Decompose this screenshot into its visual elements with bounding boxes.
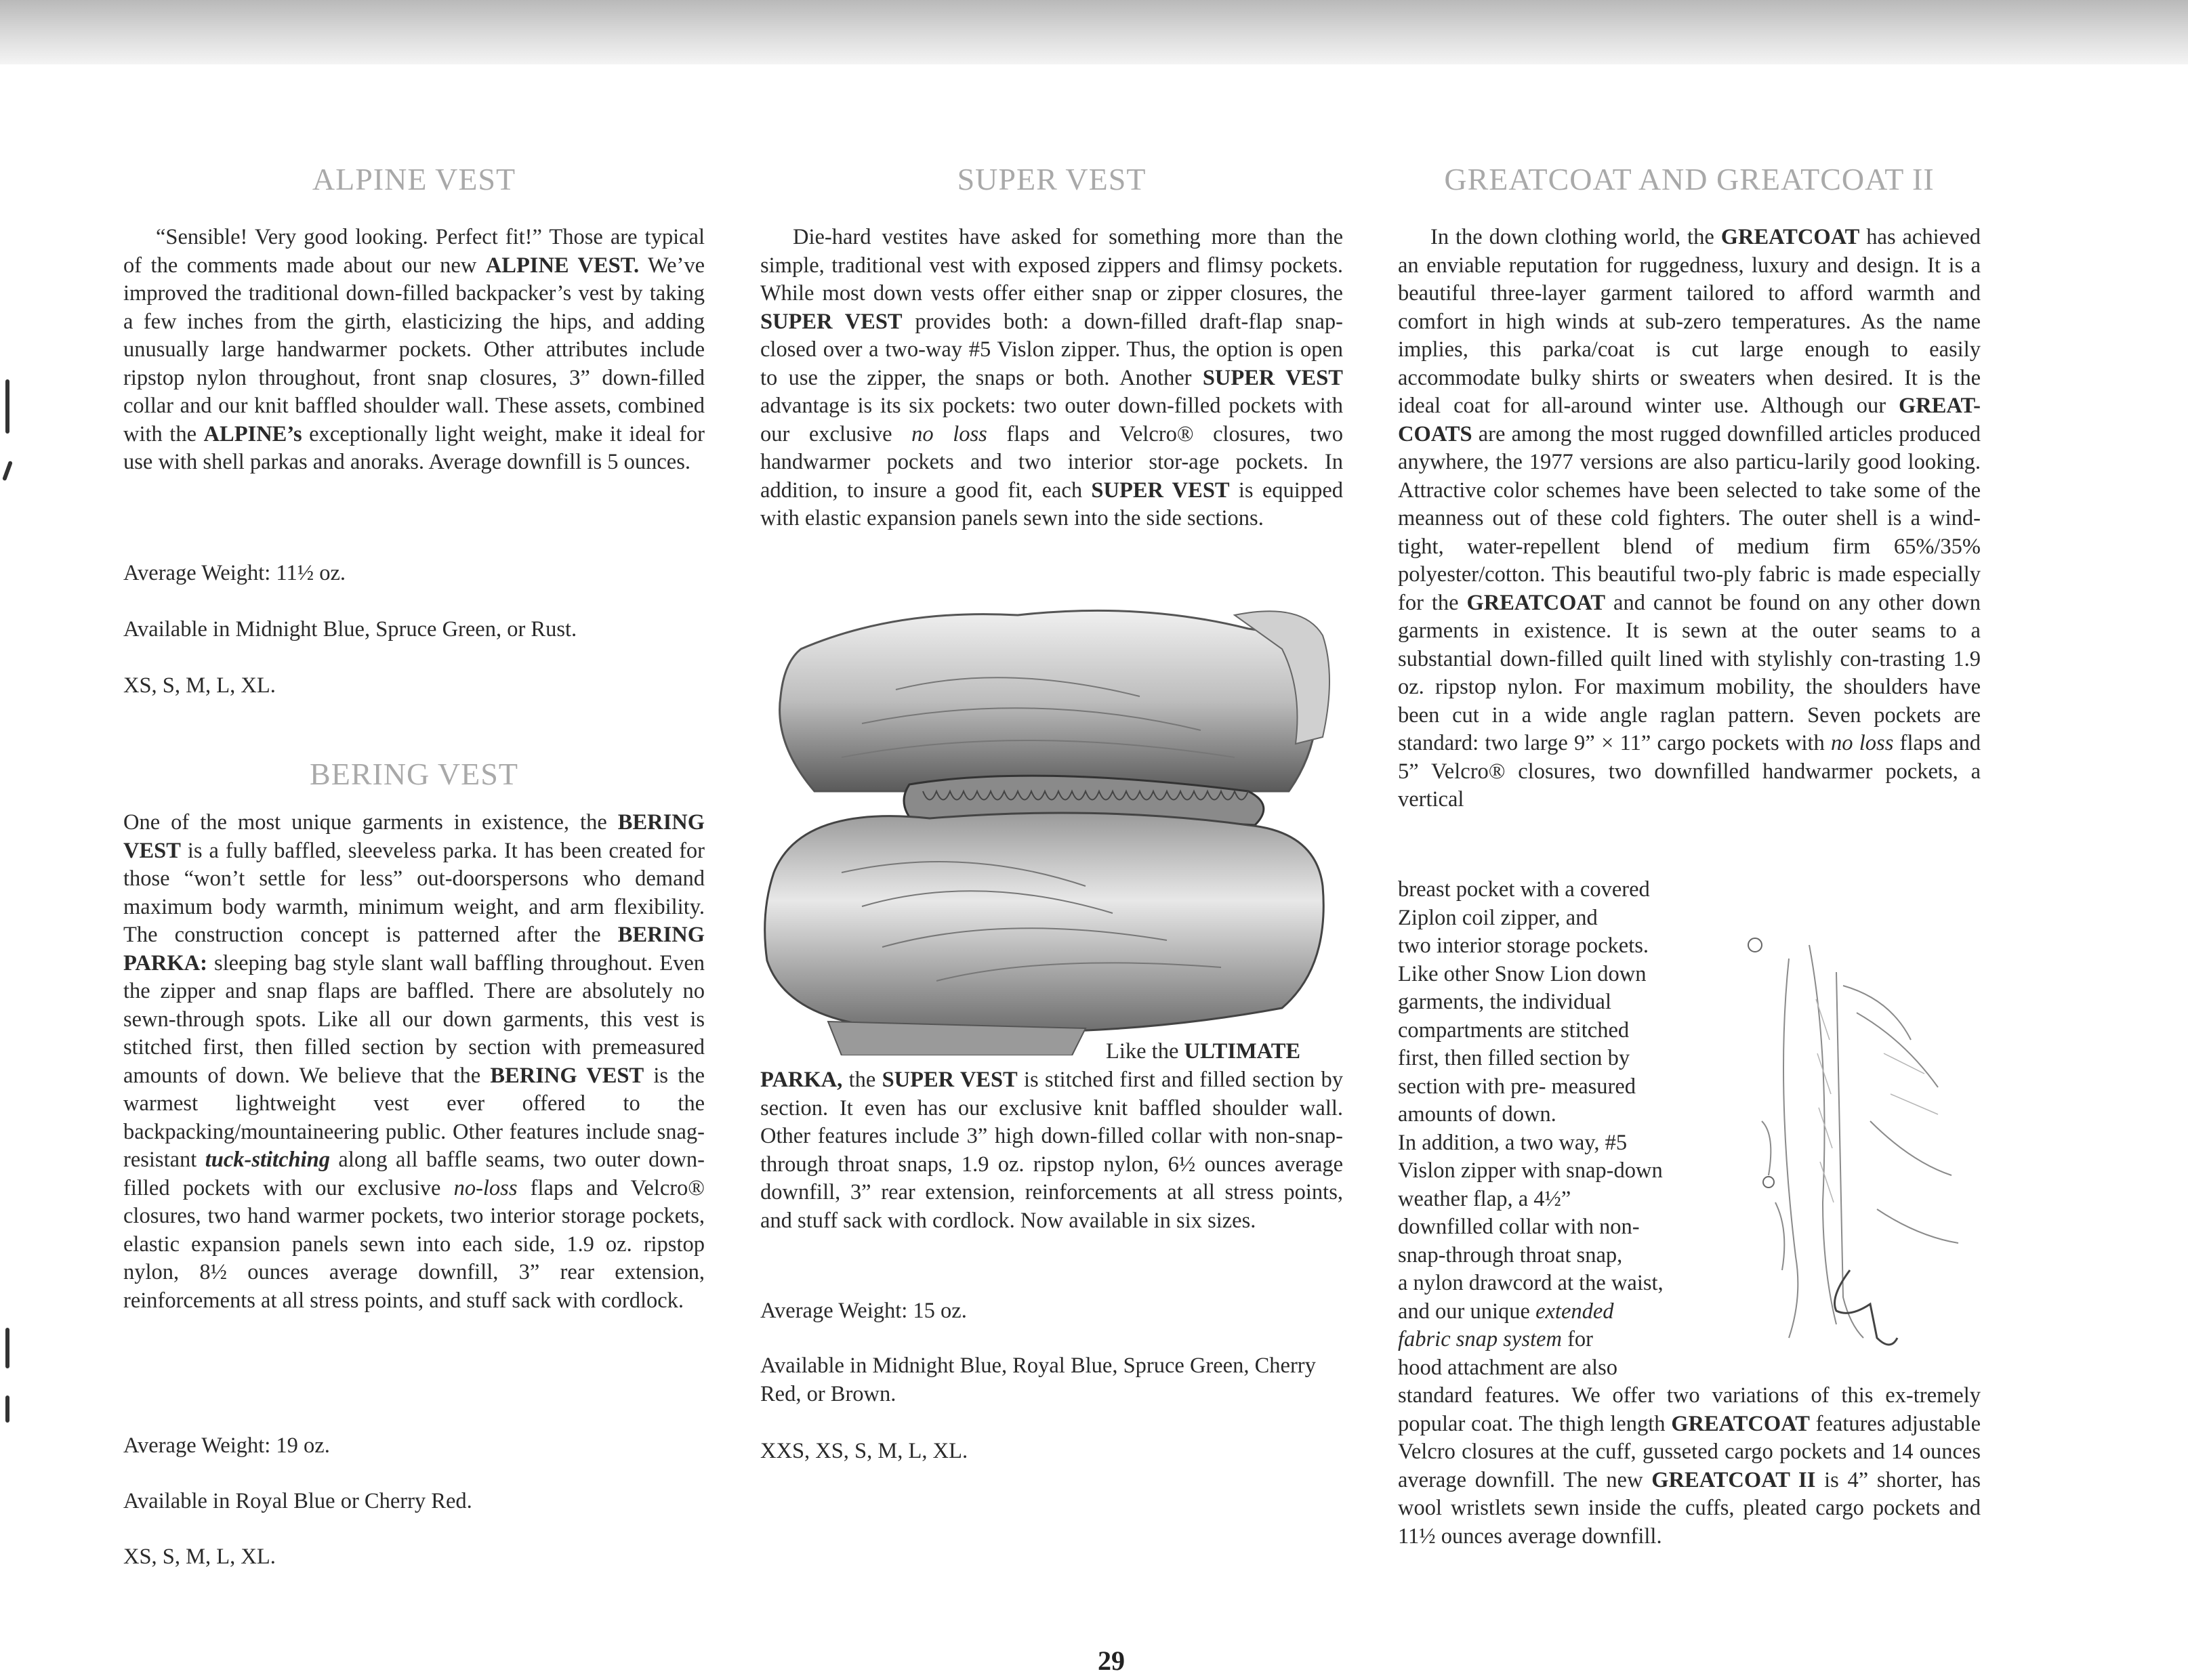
super-vest-sizes: XXS, XS, S, M, L, XL.	[760, 1439, 968, 1463]
alpine-vest-sizes: XS, S, M, L, XL.	[123, 673, 276, 698]
alpine-vest-title: ALPINE VEST	[312, 162, 516, 196]
greatcoat-line: hood attachment are also	[1398, 1355, 1617, 1380]
greatcoat-line: section with pre- measured	[1398, 1074, 1636, 1099]
greatcoat-line: and our unique extended	[1398, 1299, 1614, 1324]
greatcoat-line: breast pocket with a covered	[1398, 877, 1650, 902]
super-vest-continuation: PARKA, the SUPER VEST is stitched first and filled section by section. It even has our exclusive knit baffled shoulder wall. Other features include 3” high down-filled collar with non-snap-through throat snaps, 1.9 oz. ripstop nylon, 6½ ounces average downfill, 3” rear extension, reinforcements at all stress points, and stuff sack with cordlock. Now available in six sizes.	[760, 1068, 1343, 1233]
scan-top-edge	[0, 0, 2188, 64]
page-number: 29	[1098, 1645, 1125, 1676]
greatcoat-description: In the down clothing world, the GREATCOAT has achieved an enviable reputation for ruggedness, luxury and design. It is a beautiful three-layer garment tailored to afford warmth and comfort in high winds at sub-zero temperatures. As the name implies, this parka/coat is cut large enough to easily accommodate bulky shirts or sweaters when desired. It is the ideal coat for all-around winter use. Although our GREAT-COATS are among the most rugged downfilled articles produced anywhere, the 1977 versions are also particu-larily good looking. Attractive color schemes have been selected to take some of the meanness out of these cold fighters. The outer shell is a wind-tight, water-repellent blend of medium firm 65%/35% polyester/cotton. This beautiful two-ply fabric is made especially for the GREATCOAT and cannot be found on any other down garments in existence. It is sewn at the outer seams to a substantial down-filled quilt lined with stylishly con-trasting 1.9 oz. ripstop nylon. For maximum mobility, the shoulders have been cut in a wide angle raglan pattern. Seven pockets are standard: two large 9” × 11” cargo pockets with no loss flaps and 5” Velcro® closures, two downfilled handwarmer pockets, a vertical	[1398, 225, 1981, 812]
greatcoat-line: Ziplon coil zipper, and	[1398, 905, 1598, 930]
alpine-vest-colors: Available in Midnight Blue, Spruce Green, or Rust.	[123, 617, 577, 642]
super-vest-weight: Average Weight: 15 oz.	[760, 1299, 967, 1323]
super-vest-title: SUPER VEST	[957, 162, 1147, 196]
super-vest-colors: Available in Midnight Blue, Royal Blue, Spruce Green, Cherry Red, or Brown.	[760, 1353, 1316, 1406]
alpine-vest-weight: Average Weight: 11½ oz.	[123, 561, 346, 585]
greatcoat-line: first, then filled section by	[1398, 1046, 1630, 1070]
greatcoat-line: downfilled collar with non-	[1398, 1215, 1640, 1239]
greatcoat-line: weather flap, a 4½”	[1398, 1186, 1571, 1211]
bering-vest-sizes: XS, S, M, L, XL.	[123, 1545, 276, 1569]
greatcoat-illustration	[1735, 918, 1979, 1379]
bering-vest-weight: Average Weight: 19 oz.	[123, 1433, 330, 1458]
super-vest-continuation-lead: Like the ULTIMATE	[1106, 1039, 1301, 1064]
greatcoat-line: a nylon drawcord at the waist,	[1398, 1271, 1664, 1295]
bering-vest-description: One of the most unique garments in existence, the BERING VEST is a fully baffled, sleeveless parka. It has been created for those “won’t settle for less” out-doorspersons who demand maximum body warmth, minimum weight, and arm flexibility. The construction concept is patterned after the BERING PARKA: sleeping bag style slant wall baffling throughout. Even the zipper and snap flaps are baffled. There are absolutely no sewn-through spots. Like all our down garments, this vest is stitched first, then filled section by section with premeasured amounts of down. We believe that the BERING VEST is the warmest lightweight vest ever offered to the backpacking/mountaineering public. Other features include snag-resistant tuck-stitching along all baffle seams, two outer down-filled pockets with our exclusive no-loss flaps and Velcro® closures, two hand warmer pockets, two interior storage pockets, elastic expansion panels sewn into each side, 1.9 oz. ripstop nylon, 8½ ounces average downfill, 3” rear extension, reinforcements at all stress points, and stuff sack with cordlock.	[123, 810, 705, 1313]
binding-marks	[0, 0, 27, 1680]
alpine-vest-description: “Sensible! Very good looking. Perfect fit!” Those are typical of the comments made about our new ALPINE VEST. We’ve improved the traditional down-filled backpacker’s vest by taking a few inches from the girth, elasticizing the hips, and adding unusually large handwarmer pockets. Other attributes include ripstop nylon throughout, front snap closures, 3” down-filled collar and our knit baffled shoulder wall. These assets, combined with the ALPINE’s exceptionally light weight, make it ideal for use with shell parkas and anoraks. Average downfill is 5 ounces.	[123, 225, 705, 474]
bering-vest-colors: Available in Royal Blue or Cherry Red.	[123, 1489, 472, 1513]
greatcoat-line: snap-through throat snap,	[1398, 1242, 1623, 1267]
greatcoat-title: GREATCOAT AND GREATCOAT II	[1444, 162, 1935, 196]
greatcoat-line: Vislon zipper with snap-down	[1398, 1158, 1663, 1183]
super-vest-illustration	[760, 588, 1343, 1055]
greatcoat-line: amounts of down.	[1398, 1102, 1556, 1127]
super-vest-description: Die-hard vestites have asked for something more than the simple, traditional vest with exposed zippers and flimsy pockets. While most down vests offer either snap or zipper closures, the SUPER VEST provides both: a down-filled draft-flap snap-closed over a two-way #5 Vislon zipper. Thus, the option is open to use the zipper, the snaps or both. Another SUPER VEST advantage is its six pockets: two outer down-filled pockets with our exclusive no loss flaps and Velcro® closures, two handwarmer pockets and two interior stor-age pockets. In addition, to insure a good fit, each SUPER VEST is equipped with elastic expansion panels sewn into the side sections.	[760, 225, 1344, 530]
greatcoat-line: fabric snap system for	[1398, 1327, 1593, 1351]
greatcoat-line: garments, the individual	[1398, 990, 1612, 1014]
greatcoat-line: compartments are stitched	[1398, 1017, 1630, 1043]
greatcoat-closing: standard features. We offer two variations of this ex-tremely popular coat. The thigh length GREATCOAT features adjustable Velcro closures at the cuff, gusseted cargo pockets and 14 ounces average downfill. The new GREATCOAT II is 4” shorter, has wool wristlets sewn inside the cuffs, pleated cargo pockets and 11½ ounces average downfill.	[1398, 1383, 1981, 1549]
bering-vest-title: BERING VEST	[310, 757, 518, 791]
greatcoat-line: Like other Snow Lion down	[1398, 961, 1647, 986]
greatcoat-line: In addition, a two way, #5	[1398, 1130, 1628, 1155]
greatcoat-line: two interior storage pockets.	[1398, 933, 1649, 958]
